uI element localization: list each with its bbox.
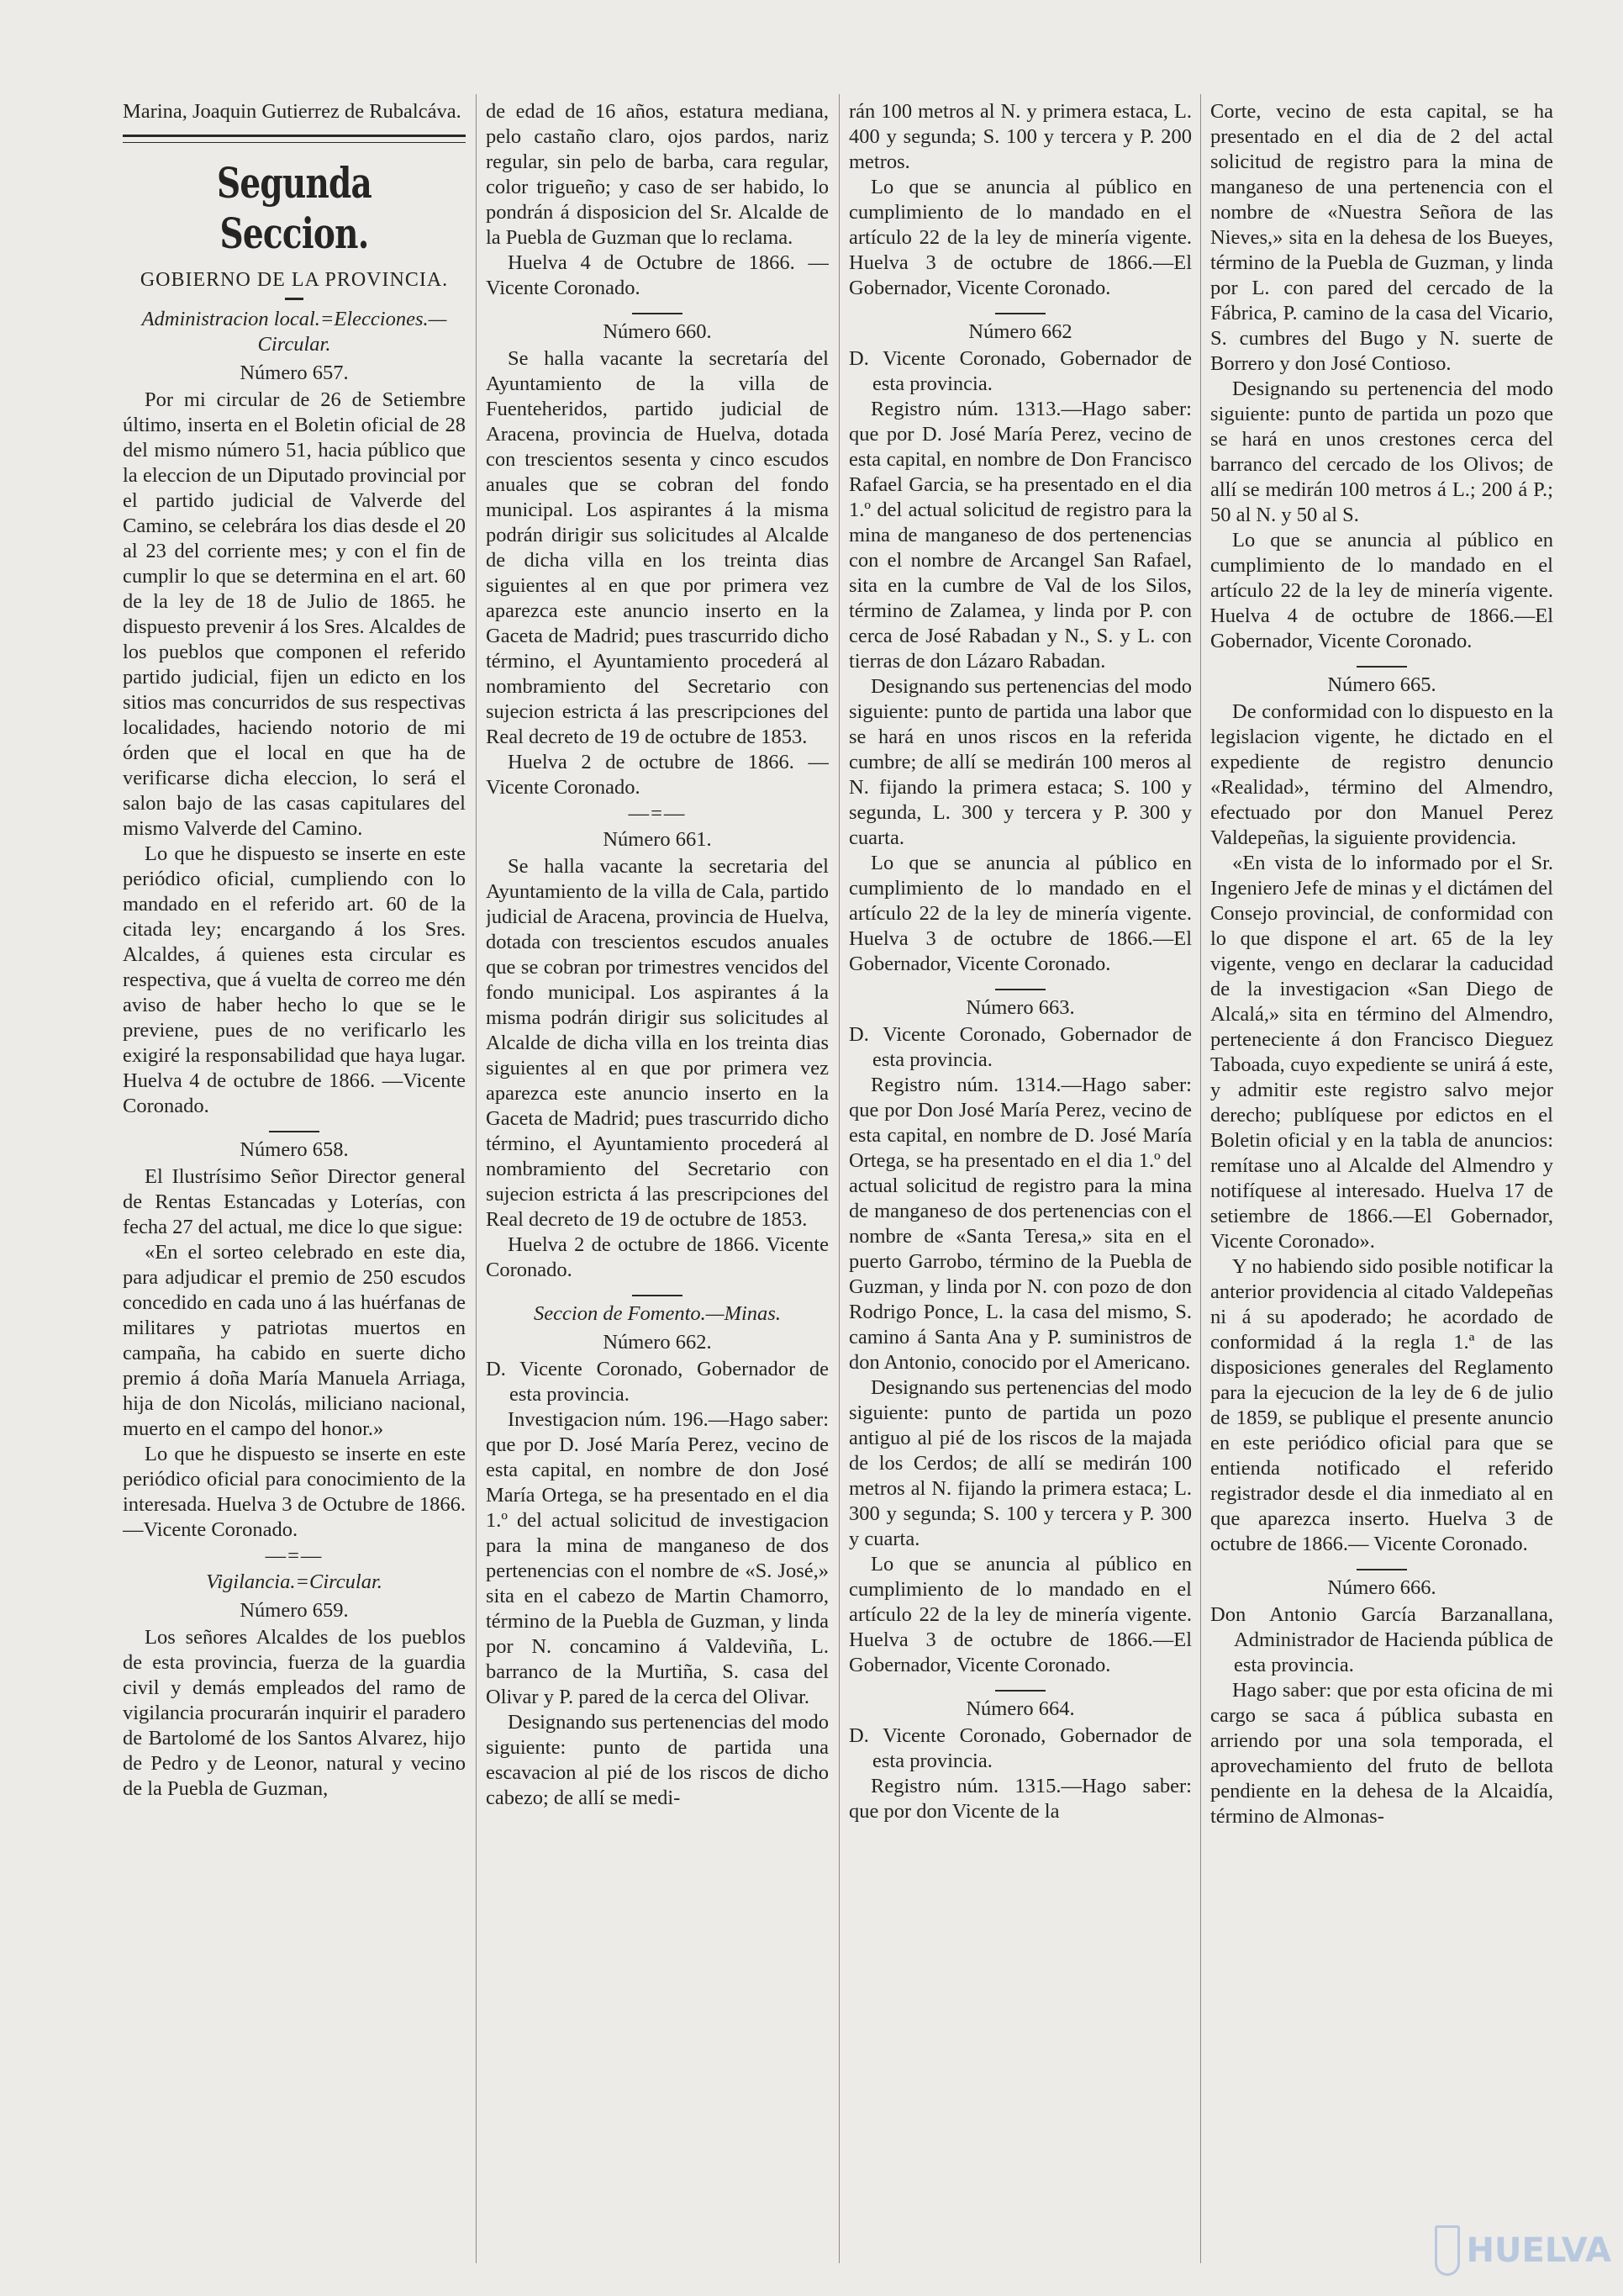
column-divider — [476, 94, 477, 2263]
short-rule — [995, 313, 1046, 314]
item-number: Número 657. — [240, 362, 349, 384]
short-rule — [1357, 666, 1407, 668]
section-heading: Seccion de Fomento.—Minas. — [534, 1302, 781, 1325]
paragraph: Designando sus pertenencias del modo siguiente: punto de partida un pozo antiguo al pié de los riscos de la majada de los Cerdos; de allí se medirán 100 metros al N. fijando la primera estaca; L. 300 y segunda; S. 100 y tercera y P. 300 y cuarta. — [849, 1376, 1192, 1550]
department-heading: GOBIERNO DE LA PROVINCIA. — [140, 269, 449, 291]
short-rule — [1357, 1569, 1407, 1570]
item-number: Número 665. — [1327, 673, 1436, 696]
paragraph: Designando su pertenencia del modo siguiente: punto de partida un pozo que se hará en unos crestones cerca del barranco del cercado de los Olivos; de allí se medirán 100 metros á L.; 200 á P.; 50 al N. y 50 al S. — [1210, 377, 1553, 526]
paragraph: Y no habiendo sido posible notificar la anterior providencia al citado Valdepeñas ni á su apoderado; he acordado de conformidad á la regla 1.ª de las disposiciones generales del Reglamento para la ejecucion de la ley de 6 de julio de 1859, se publique el presente anuncio en este periódico oficial para que se entienda notificado el referido registrador desde el dia inmediato al en que aparezca inserto. Huelva 3 de octubre de 1866.— Vicente Coronado. — [1210, 1255, 1553, 1555]
paragraph: Don Antonio García Barzanallana, Administrador de Hacienda pública de esta provincia. — [1210, 1603, 1553, 1676]
item-number: Número 666. — [1327, 1576, 1436, 1599]
item-number: Número 662. — [603, 1331, 712, 1354]
short-rule — [269, 1131, 319, 1132]
column-1 — [123, 99, 466, 2285]
paragraph: Se halla vacante la secretaría del Ayuntamiento de la villa de Fuenteheridos, partido judicial de Aracena, provincia de Huelva, dotada con trescientos sesenta y cinco escudos anuales que se cobran del fondo municipal. Los aspirantes á la misma podrán dirigir sus solicitudes al Alcalde de dicha villa en los treinta dias siguientes al en que por primera vez aparezca este anuncio inserto en la Gaceta de Madrid; pues trascurrido dicho término, el Ayuntamiento procederá al nombramiento del Secretario con sujecion estricta á las prescripciones del Real decreto de 19 de octubre de 1853. — [486, 347, 829, 748]
paragraph: Huelva 2 de octubre de 1866. —Vicente Coronado. — [486, 751, 829, 799]
paragraph: Designando sus pertenencias del modo siguiente: punto de partida una escavacion al pié de los riscos de dicho cabezo; de allí se medi- — [486, 1711, 829, 1809]
paragraph: Lo que se anuncia al público en cumplimiento de lo mandado en el artículo 22 de la ley de minería vigente. Huelva 4 de octubre de 1866.—El Gobernador, Vicente Coronado. — [1210, 529, 1553, 652]
item-number: Número 659. — [240, 1599, 349, 1622]
paragraph: D. Vicente Coronado, Gobernador de esta provincia. — [849, 347, 1192, 395]
paragraph: Registro núm. 1313.—Hago saber: que por D. José María Perez, vecino de esta capital, en nombre de Don Francisco Rafael Garcia, se ha presentado en el dia 1.º del actual solicitud de registro para la mina de manganeso de dos pertenencias con el nombre de Arcangel San Rafael, sita en la cumbre de Val de los Silos, término de Zalamea, y linda por P. con cerca de José Rabadan y N., S. y L. con tierras de don Lázaro Rabadan. — [849, 398, 1192, 673]
paragraph: Investigacion núm. 196.—Hago saber: que por D. José María Perez, vecino de esta capital, en nombre de don José María Ortega, se ha presentado en el dia 1.º del actual solicitud de investigacion para la mina de manganeso de dos pertenencias con el nombre de «S. José,» sita en el cabezo de Martin Chamorro, término de la Puebla de Guzman, y linda por N. concamino á Valdeviña, L. barranco de la Murtiña, S. casa del Olivar y P. pared de la cerca del Olivar. — [486, 1408, 829, 1708]
paragraph: Por mi circular de 26 de Setiembre último, inserta en el Boletin oficial de 28 del mismo número 51, hacia público que la eleccion de un Diputado provincial por el partido judicial de Valverde del Camino, se celebrára los dias desde el 20 al 23 del corriente mes; y con el fin de cumplir lo que se determina en el art. 60 de la ley de 18 de Julio de 1865. he dispuesto prevenir á los Sres. Alcaldes de los pueblos que componen el referido partido judicial, fijen un edicto en los sitios mas concurridos de sus respectivas localidades, haciendo notorio de mi órden que el local en que ha de verificarse dicha eleccion, lo será el salon bajo de las casas capitulares del mismo Valverde del Camino. — [123, 388, 466, 840]
short-rule — [632, 1295, 682, 1296]
paragraph: de edad de 16 años, estatura mediana, pelo castaño claro, ojos pardos, nariz regular, sin pelo de barba, cara regular, color trigueño; y caso de ser habido, lo pondrán á disposicion del Sr. Alcalde de la Puebla de Guzman que lo reclama. — [486, 100, 829, 249]
paragraph: Lo que he dispuesto se inserte en este periódico oficial para conocimiento de la interesada. Huelva 3 de Octubre de 1866.—Vicente Coronado. — [123, 1443, 466, 1541]
column-4 — [1210, 99, 1553, 2285]
paragraph: Huelva 4 de Octubre de 1866. —Vicente Coronado. — [486, 251, 829, 299]
item-number: Número 662 — [968, 320, 1072, 343]
paragraph: Marina, Joaquin Gutierrez de Rubalcáva. — [123, 100, 461, 123]
paragraph: Lo que he dispuesto se inserte en este periódico oficial, cumpliendo con lo mandado en el referido art. 60 de la citada ley; encargando á los Sres. Alcaldes, á quienes esta circular es respectiva, que á vuelta de correo me dén aviso de haber hecho lo que se le previene, pues de no verificarlo les exigiré la responsabilidad que haya lugar. Huelva 4 de octubre de 1866. —Vicente Coronado. — [123, 842, 466, 1117]
paragraph: «En vista de lo informado por el Sr. Ingeniero Jefe de minas y el dictámen del Consejo provincial, de conformidad con lo que dispone el art. 65 de la ley vigente, vengo en declarar la caducidad de la investigacion «San Diego de Alcalá,» sita en término del Almendro, perteneciente á don Francisco Dieguez Taboada, cuyo expediente se unirá á este, y admitir este registro salvo mejor derecho; publíquese por edictos en el Boletin oficial y en la tabla de anuncios: remítase uno al Alcalde del Almendro y notifíquese al interesado. Huelva 17 de setiembre de 1866.—El Gobernador, Vicente Coronado». — [1210, 852, 1553, 1253]
archive-watermark — [1435, 2220, 1611, 2281]
item-number: Número 661. — [603, 828, 712, 851]
paragraph: D. Vicente Coronado, Gobernador de esta provincia. — [486, 1358, 829, 1406]
item-number: Número 664. — [966, 1697, 1075, 1720]
paragraph: rán 100 metros al N. y primera estaca, L. 400 y segunda; S. 100 y tercera y P. 200 metros. — [849, 100, 1192, 173]
separator: —=— — [265, 1544, 324, 1567]
paragraph: Lo que se anuncia al público en cumplimiento de lo mandado en el artículo 22 de la ley de minería vigente. Huelva 3 de octubre de 1866.—El Gobernador, Vicente Coronado. — [849, 852, 1192, 975]
short-rule — [995, 1690, 1046, 1692]
short-rule — [995, 989, 1046, 990]
column-divider — [1200, 94, 1201, 2263]
paragraph: El Ilustrísimo Señor Director general de Rentas Estancadas y Loterías, con fecha 27 del actual, me dice lo que sigue: — [123, 1165, 466, 1238]
separator: —=— — [628, 802, 687, 825]
column-3 — [849, 99, 1192, 2285]
short-rule — [632, 313, 682, 314]
double-rule — [123, 135, 466, 143]
paragraph: Lo que se anuncia al público en cumplimiento de lo mandado en el artículo 22 de la ley de minería vigente. Huelva 3 de octubre de 1866.—El Gobernador, Vicente Coronado. — [849, 1553, 1192, 1676]
paragraph: Los señores Alcaldes de los pueblos de esta provincia, fuerza de la guardia civil y demás empleados del ramo de vigilancia procurarán inquirir el paradero de Bartolomé de los Santos Alvarez, hijo de Pedro y de Leonor, natural y vecino de la Puebla de Guzman, — [123, 1626, 466, 1800]
paragraph: Huelva 2 de octubre de 1866. Vicente Coronado. — [486, 1233, 829, 1281]
paragraph: Hago saber: que por esta oficina de mi cargo se saca á pública subasta en arriendo por una sola temporada, el aprovechamiento del fruto de bellota pendiente en la dehesa de la Alcaidía, término de Almonas- — [1210, 1679, 1553, 1828]
section-title: Segunda Seccion. — [216, 158, 372, 258]
paragraph: Designando sus pertenencias del modo siguiente: punto de partida una labor que se hará en unos riscos en la referida cumbre; de allí se medirán 100 meros al N. fijando la primera estaca; S. 100 y segunda, L. 300 y tercera y P. 300 y cuarta. — [849, 675, 1192, 849]
paragraph: Registro núm. 1314.—Hago saber: que por Don José María Perez, vecino de esta capital, en nombre de D. José María Ortega, se ha presentado en el dia 1.º del actual solicitud de registro para la mina de manganeso de dos pertenencias con el nombre de «Santa Teresa,» sita en el puerto Garrobo, término de la Puebla de Guzman, y linda por N. con pozo de don Rodrigo Ponce, L. la casa del mismo, S. camino á Santa Ana y P. suministros de don Antonio, conocido por el Americano. — [849, 1074, 1192, 1374]
short-rule — [285, 298, 303, 300]
paragraph: D. Vicente Coronado, Gobernador de esta provincia. — [849, 1023, 1192, 1071]
column-2 — [486, 99, 829, 2285]
paragraph: Lo que se anuncia al público en cumplimiento de lo mandado en el artículo 22 de la ley de minería vigente. Huelva 3 de octubre de 1866.—El Gobernador, Vicente Coronado. — [849, 176, 1192, 299]
paragraph: De conformidad con lo dispuesto en la legislacion vigente, he dictado en el expediente de registro denuncio «Realidad», término del Almendro, efectuado por don Manuel Perez Valdepeñas, la siguiente providencia. — [1210, 700, 1553, 849]
item-number: Número 660. — [603, 320, 712, 343]
subsection-heading: Administracion local.=Elecciones.—Circular. — [141, 308, 447, 356]
item-number: Número 658. — [240, 1138, 349, 1161]
paragraph: Corte, vecino de esta capital, se ha presentado en el dia de 2 del actal solicitud de registro para la mina de manganeso de una pertenencia con el nombre de «Nuestra Señora de las Nieves,» sita en la dehesa de los Bueyes, término de la Puebla de Guzman, y linda por L. con pared del cercado de la Fábrica, P. camino de la casa del Vicario, S. cumbres del Bugo y N. suerte de Borrero y don José Contioso. — [1210, 100, 1553, 375]
paragraph: Registro núm. 1315.—Hago saber: que por don Vicente de la — [849, 1775, 1192, 1823]
paragraph: D. Vicente Coronado, Gobernador de esta provincia. — [849, 1724, 1192, 1772]
column-divider — [839, 94, 840, 2263]
item-number: Número 663. — [966, 996, 1075, 1019]
paragraph: Se halla vacante la secretaria del Ayuntamiento de la villa de Cala, partido judicial de Aracena, provincia de Huelva, dotada con trescientos escudos anuales que se cobran por trimestres vencidos del fondo municipal. Los aspirantes á la misma podrán dirigir sus solicitudes al Alcalde de dicha villa en los treinta dias siguientes al en que por primera vez aparezca este anuncio inserto en la Gaceta de Madrid; pues trascurrido dicho término, el Ayuntamiento procederá al nombramiento del Secretario con sujecion estricta á las prescripciones del Real decreto de 19 de octubre de 1853. — [486, 855, 829, 1231]
shield-icon — [1435, 2225, 1460, 2276]
section-heading: Vigilancia.=Circular. — [206, 1570, 382, 1593]
paragraph: «En el sorteo celebrado en este dia, para adjudicar el premio de 250 escudos concedido en cada uno á las huérfanas de militares y patriotas muertos en campaña, ha cabido en suerte dicho premio á doña María Manuela Arriaga, hija de don Nicolás, miliciano nacional, muerto en el campo del honor.» — [123, 1241, 466, 1440]
watermark-text: HUELVA — [1466, 2231, 1611, 2270]
